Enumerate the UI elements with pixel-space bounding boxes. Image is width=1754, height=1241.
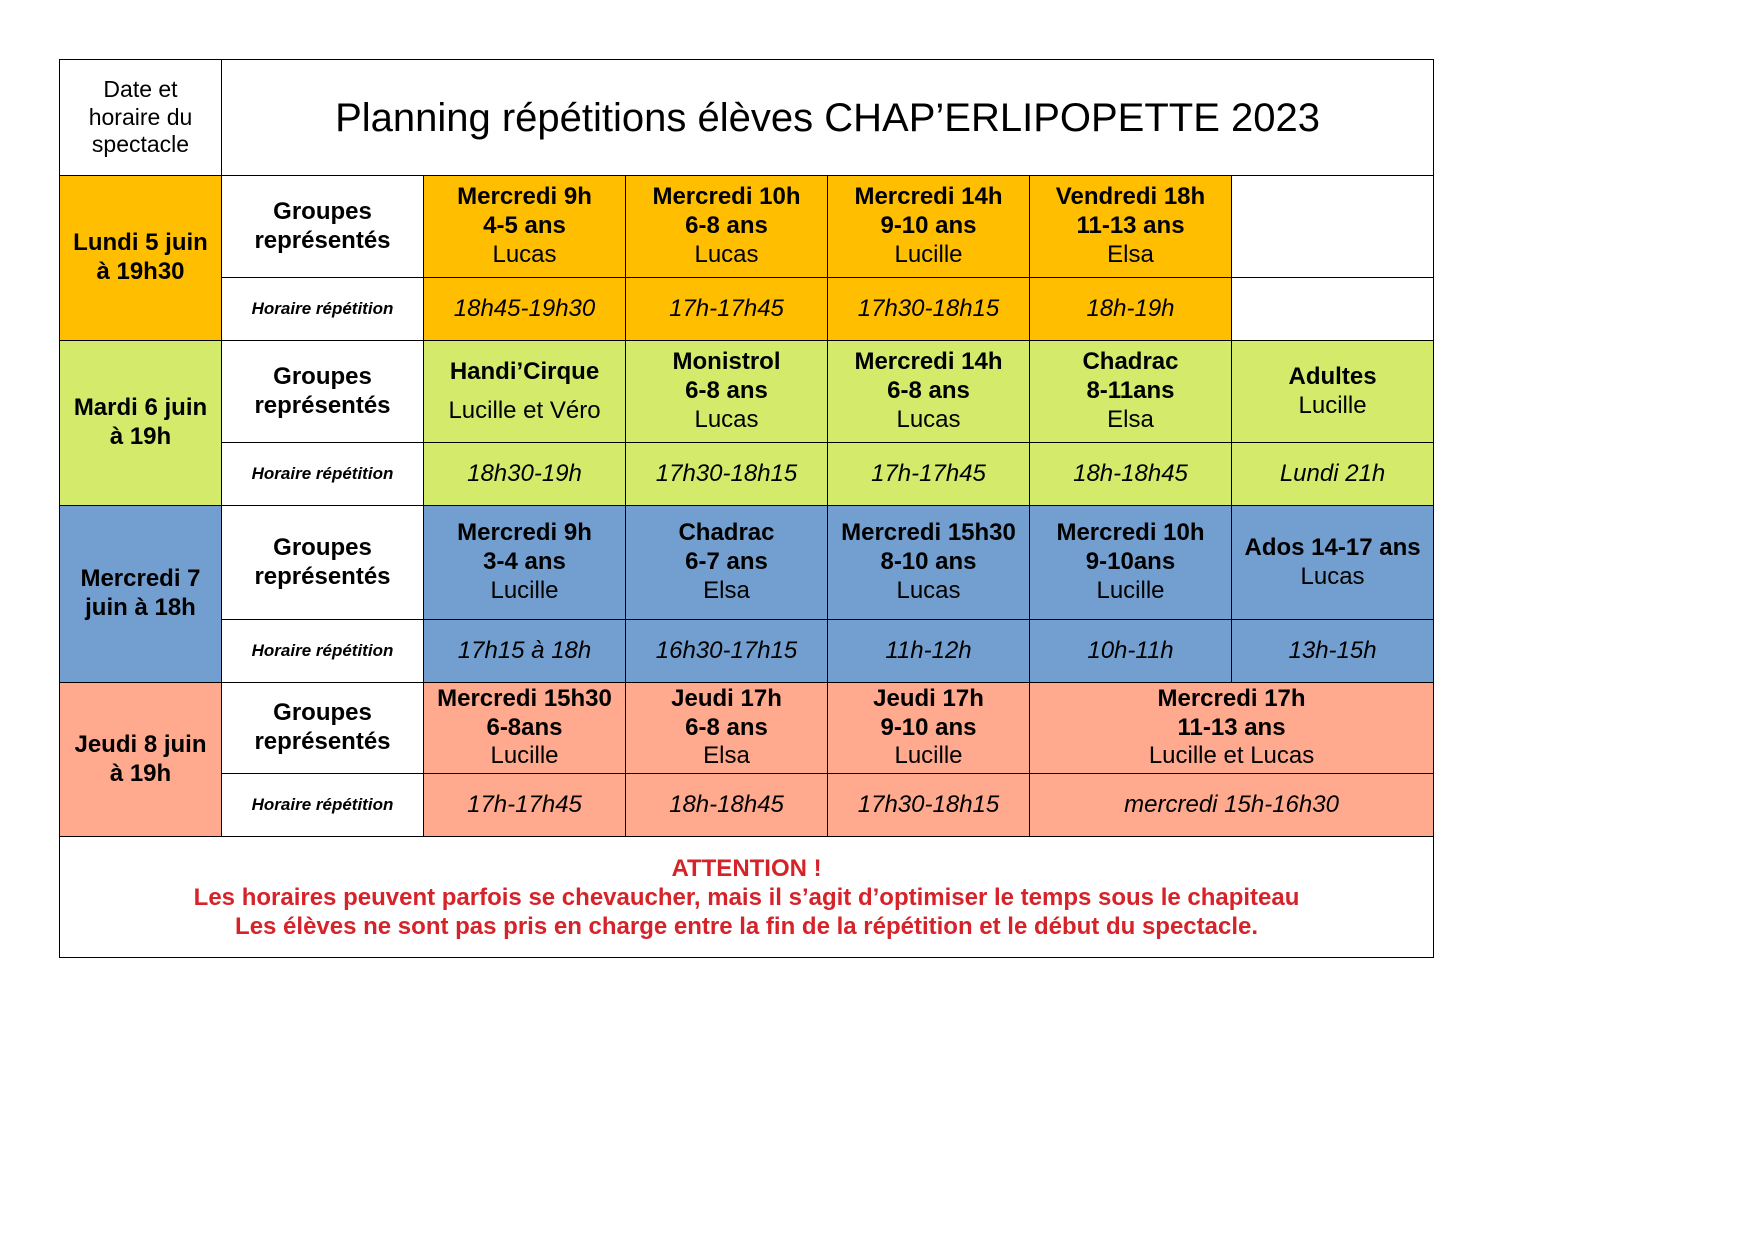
group-cell: Chadrac 6-7 ans Elsa: [626, 506, 828, 620]
groups-label: Groupes représentés: [222, 506, 424, 620]
group-cell: Jeudi 17h 9-10 ans Lucille: [828, 683, 1030, 774]
time-cell: 17h15 à 18h: [424, 620, 626, 683]
rehearsal-label: Horaire répétition: [222, 774, 424, 837]
rehearsal-label: Horaire répétition: [222, 278, 424, 341]
time-cell: 18h-18h45: [626, 774, 828, 837]
group-cell: Mercredi 10h 9-10ans Lucille: [1030, 506, 1232, 620]
time-cell: 16h30-17h15: [626, 620, 828, 683]
time-cell: 13h-15h: [1232, 620, 1434, 683]
group-cell: Mercredi 14h 9-10 ans Lucille: [828, 176, 1030, 278]
group-cell: Handi’Cirque Lucille et Véro: [424, 341, 626, 443]
group-cell: Jeudi 17h 6-8 ans Elsa: [626, 683, 828, 774]
time-cell: 18h-18h45: [1030, 443, 1232, 506]
day-tuesday: Mardi 6 juin à 19h: [60, 341, 222, 506]
group-cell: Ados 14-17 ans Lucas: [1232, 506, 1434, 620]
time-cell: 17h30-18h15: [828, 278, 1030, 341]
tuesday-groups-row: [60, 341, 1434, 443]
time-cell: 11h-12h: [828, 620, 1030, 683]
groups-label: Groupes représentés: [222, 176, 424, 278]
empty-time-cell: [1232, 278, 1434, 341]
header-row: [60, 60, 1434, 176]
group-cell: Mercredi 10h 6-8 ans Lucas: [626, 176, 828, 278]
groups-label: Groupes représentés: [222, 683, 424, 774]
tuesday-times-row: [60, 443, 1434, 506]
day-thursday: Jeudi 8 juin à 19h: [60, 683, 222, 837]
warning-line: Les horaires peuvent parfois se chevaucher, mais il s’agit d’optimiser le temps sous le chapiteau: [193, 883, 1300, 911]
time-cell: 18h-19h: [1030, 278, 1232, 341]
time-cell: Lundi 21h: [1232, 443, 1434, 506]
time-cell: 18h30-19h: [424, 443, 626, 506]
thursday-groups-row: [60, 683, 1434, 774]
group-cell: Mercredi 15h30 8-10 ans Lucas: [828, 506, 1030, 620]
rehearsal-label: Horaire répétition: [222, 620, 424, 683]
warning-note: [60, 837, 1434, 958]
group-cell: Chadrac 8-11ans Elsa: [1030, 341, 1232, 443]
page-title: Planning répétitions élèves CHAP’ERLIPOPETTE 2023: [222, 60, 1434, 176]
groups-label: Groupes représentés: [222, 341, 424, 443]
rehearsal-label: Horaire répétition: [222, 443, 424, 506]
time-cell: 17h-17h45: [626, 278, 828, 341]
time-cell: mercredi 15h-16h30: [1030, 774, 1434, 837]
group-cell: Mercredi 9h 3-4 ans Lucille: [424, 506, 626, 620]
empty-group-cell: [1232, 176, 1434, 278]
wednesday-times-row: [60, 620, 1434, 683]
group-cell: Mercredi 14h 6-8 ans Lucas: [828, 341, 1030, 443]
group-cell: Mercredi 17h 11-13 ans Lucille et Lucas: [1030, 683, 1434, 774]
day-wednesday: Mercredi 7 juin à 18h: [60, 506, 222, 683]
day-monday: Lundi 5 juin à 19h30: [60, 176, 222, 341]
group-cell: Adultes Lucille: [1232, 341, 1434, 443]
time-cell: 17h-17h45: [424, 774, 626, 837]
wednesday-groups-row: [60, 506, 1434, 620]
time-cell: 18h45-19h30: [424, 278, 626, 341]
thursday-times-row: [60, 774, 1434, 837]
group-cell: Vendredi 18h 11-13 ans Elsa: [1030, 176, 1232, 278]
group-cell: Mercredi 15h30 6-8ans Lucille: [424, 683, 626, 774]
time-cell: 17h30-18h15: [626, 443, 828, 506]
time-cell: 17h-17h45: [828, 443, 1030, 506]
monday-groups-row: [60, 176, 1434, 278]
monday-times-row: [60, 278, 1434, 341]
schedule-table: [59, 59, 1434, 958]
time-cell: 17h30-18h15: [828, 774, 1030, 837]
warning-heading: ATTENTION !: [671, 855, 822, 882]
group-cell: Mercredi 9h 4-5 ans Lucas: [424, 176, 626, 278]
group-cell: Monistrol 6-8 ans Lucas: [626, 341, 828, 443]
footer-row: [60, 837, 1434, 958]
time-cell: 10h-11h: [1030, 620, 1232, 683]
date-time-header: Date et horaire du spectacle: [60, 60, 222, 176]
warning-line: Les élèves ne sont pas pris en charge entre la fin de la répétition et le début du spectacle.: [235, 912, 1259, 940]
